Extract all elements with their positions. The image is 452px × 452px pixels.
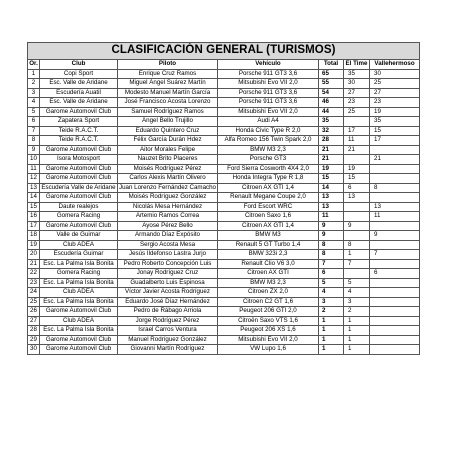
cell-driver: Jorge Rodríguez Pérez [118, 316, 218, 326]
cell-vallehermoso [370, 193, 420, 203]
cell-position: 26 [28, 307, 40, 317]
cell-vallehermoso: 6 [370, 269, 420, 279]
cell-vallehermoso [370, 278, 420, 288]
cell-vallehermoso: 23 [370, 98, 420, 108]
table-row [28, 183, 420, 193]
results-table [27, 42, 420, 355]
cell-el-time: 21 [344, 145, 370, 155]
cell-club: Club ADEA [40, 316, 118, 326]
cell-el-time: 30 [344, 79, 370, 89]
cell-position: 4 [28, 98, 40, 108]
cell-vallehermoso [370, 345, 420, 355]
cell-total: 9 [319, 221, 344, 231]
cell-position: 2 [28, 79, 40, 89]
table-row [28, 155, 420, 165]
results-body [28, 69, 420, 354]
cell-club: Garome Automovil Club [40, 174, 118, 184]
cell-driver: Jesús Ildefonso Lastra Jurjo [118, 250, 218, 260]
cell-vehicle: Porsche 911 GT3 3,6 [218, 98, 319, 108]
cell-total: 21 [319, 155, 344, 165]
cell-club: Valle de Guimar [40, 231, 118, 241]
cell-el-time [344, 155, 370, 165]
cell-el-time [344, 202, 370, 212]
cell-vallehermoso [370, 335, 420, 345]
cell-position: 30 [28, 345, 40, 355]
cell-vehicle: BMW 323i 2,3 [218, 250, 319, 260]
cell-position: 25 [28, 297, 40, 307]
cell-position: 9 [28, 145, 40, 155]
cell-club: Esc. La Palma Isla Bonita [40, 259, 118, 269]
cell-vallehermoso [370, 259, 420, 269]
cell-total: 14 [319, 183, 344, 193]
table-row [28, 335, 420, 345]
cell-position: 18 [28, 231, 40, 241]
cell-vallehermoso: 15 [370, 126, 420, 136]
cell-vehicle: Citroen Saxo 1,6 [218, 212, 319, 222]
column-header-vallehermoso: Vallehermoso [370, 60, 420, 70]
cell-club: Teide R.A.C.T. [40, 126, 118, 136]
cell-position: 15 [28, 202, 40, 212]
cell-vallehermoso: 8 [370, 183, 420, 193]
cell-vallehermoso: 7 [370, 250, 420, 260]
cell-club: Garome Automovil Club [40, 345, 118, 355]
cell-total: 5 [319, 278, 344, 288]
cell-club: Copi Sport [40, 69, 118, 79]
cell-vehicle: Mitsubishi Evo VII 2,0 [218, 107, 319, 117]
cell-club: Escudería Valle de Aridane [41, 183, 116, 191]
table-row [28, 88, 420, 98]
cell-club: Garome Automovil Club [40, 164, 118, 174]
cell-vehicle: Porsche GT3 [218, 155, 319, 165]
cell-el-time: 1 [344, 335, 370, 345]
cell-club: Garome Automovil Club [40, 307, 118, 317]
cell-total: 13 [319, 202, 344, 212]
cell-driver: Eduardo José Díaz Hernández [118, 297, 218, 307]
table-row [28, 326, 420, 336]
cell-el-time: 8 [344, 240, 370, 250]
cell-driver: Armando Díaz Expósito [118, 231, 218, 241]
cell-vehicle: Citroen C2 GT 1,6 [218, 297, 319, 307]
cell-total: 11 [319, 212, 344, 222]
cell-total: 8 [319, 250, 344, 260]
cell-driver: Ángel Bello Trujillo [118, 117, 218, 127]
cell-vallehermoso: 27 [370, 88, 420, 98]
column-header-club: Club [40, 60, 118, 70]
cell-vallehermoso: 17 [370, 136, 420, 146]
cell-vehicle: Citroen AX GTI 1,4 [218, 221, 319, 231]
cell-position: 12 [28, 174, 40, 184]
cell-el-time: 13 [344, 193, 370, 203]
cell-club: Zapatera Sport [40, 117, 118, 127]
cell-position: 23 [28, 278, 40, 288]
cell-el-time: 5 [344, 278, 370, 288]
cell-club: Garome Automovil Club [40, 335, 118, 345]
cell-total: 55 [319, 79, 344, 89]
cell-vehicle: Citroen ZX 2,0 [218, 288, 319, 298]
table-row [28, 212, 420, 222]
table-row [28, 259, 420, 269]
cell-vallehermoso: 11 [370, 212, 420, 222]
cell-total: 2 [319, 307, 344, 317]
cell-position: 21 [28, 259, 40, 269]
cell-vallehermoso [370, 174, 420, 184]
cell-position: 16 [28, 212, 40, 222]
cell-driver: Aitor Morales Felipe [118, 145, 218, 155]
cell-el-time [344, 269, 370, 279]
cell-total: 46 [319, 98, 344, 108]
cell-vehicle: BMW M3 2,3 [218, 145, 319, 155]
cell-vallehermoso: 19 [370, 107, 420, 117]
cell-club: Teide R.A.C.T. [40, 136, 118, 146]
cell-el-time: 1 [344, 326, 370, 336]
table-row [28, 98, 420, 108]
table-row [28, 240, 420, 250]
cell-total: 28 [319, 136, 344, 146]
cell-club: Esc. La Palma Isla Bonita [40, 326, 118, 336]
cell-driver: Pedro de Rábago Arriola [118, 307, 218, 317]
cell-vallehermoso [370, 164, 420, 174]
cell-vallehermoso: 21 [370, 155, 420, 165]
table-row [28, 345, 420, 355]
cell-driver: Manuel Rodríguez González [118, 335, 218, 345]
cell-vehicle: Ford Escort WRC [218, 202, 319, 212]
cell-vallehermoso [370, 288, 420, 298]
cell-total: 19 [319, 164, 344, 174]
cell-total: 7 [319, 259, 344, 269]
cell-driver: Víctor Javier Acosta Rodríguez [118, 288, 218, 298]
cell-vehicle: Renault 5 GT Turbo 1,4 [218, 240, 319, 250]
table-row [28, 278, 420, 288]
cell-total: 13 [319, 193, 344, 203]
cell-driver: Samuel Rodríguez Ramos [118, 107, 218, 117]
cell-club: Garome Automovil Club [40, 221, 118, 231]
table-row [28, 250, 420, 260]
table-row [28, 126, 420, 136]
cell-driver: Guadalberto Luis Espinosa [118, 278, 218, 288]
column-header-total: Total [319, 60, 344, 70]
table-row [28, 117, 420, 127]
cell-position: 27 [28, 316, 40, 326]
cell-total: 21 [319, 145, 344, 155]
cell-club: Isora Motosport [40, 155, 118, 165]
cell-total: 54 [319, 88, 344, 98]
sheet-title: CLASIFICACIÓN GENERAL (TURISMOS) [28, 43, 420, 60]
cell-position: 3 [28, 88, 40, 98]
cell-vehicle: Peugeot 206 XS 1,6 [218, 326, 319, 336]
cell-vehicle: BMW M3 2,3 [218, 278, 319, 288]
cell-el-time: 4 [344, 288, 370, 298]
cell-driver: Enrique Cruz Ramos [118, 69, 218, 79]
cell-el-time: 9 [344, 221, 370, 231]
cell-total: 35 [319, 117, 344, 127]
cell-driver: Juan Lorenzo Fernández Camacho [119, 183, 216, 191]
cell-el-time [344, 117, 370, 127]
table-row [28, 145, 420, 155]
cell-position: 7 [28, 126, 40, 136]
cell-vallehermoso [370, 221, 420, 231]
cell-total: 4 [319, 288, 344, 298]
cell-vehicle: Honda Civic Type R 2,0 [218, 126, 319, 136]
cell-driver: José Francisco Acosta Lorenzo [118, 98, 218, 108]
cell-club: Esc. Valle de Aridane [40, 79, 118, 89]
cell-club: Daute realejos [40, 202, 118, 212]
cell-driver: Pedro Roberto Concepción Luis [118, 259, 218, 269]
cell-club: Garome Automovil Club [40, 145, 118, 155]
cell-position: 28 [28, 326, 40, 336]
cell-driver: Ayose Pérez Bello [118, 221, 218, 231]
cell-vehicle: Citroen AX GTI [218, 269, 319, 279]
cell-driver: Nicolás Mesa Hernández [118, 202, 218, 212]
cell-el-time: 25 [344, 107, 370, 117]
column-header-el-time: El Time [344, 60, 370, 70]
cell-total: 3 [319, 297, 344, 307]
column-header-driver: Piloto [118, 60, 218, 70]
cell-vehicle: BMW M3 [218, 231, 319, 241]
column-header-vehicle: Vehículo [218, 60, 319, 70]
cell-club: Garome Automovil Club [40, 107, 118, 117]
cell-el-time [344, 231, 370, 241]
cell-el-time: 1 [344, 316, 370, 326]
cell-position: 20 [28, 250, 40, 260]
cell-position: 24 [28, 288, 40, 298]
cell-vehicle: Mitsubishi Evo VII 2,0 [218, 335, 319, 345]
cell-position: 17 [28, 221, 40, 231]
cell-club: Club ADEA [40, 288, 118, 298]
cell-driver: Moisés Rodríguez González [118, 193, 218, 203]
cell-club: Gomera Racing [40, 269, 118, 279]
cell-club: Esc. La Palma Isla Bonita [40, 278, 118, 288]
cell-vehicle: VW Lupo 1,6 [218, 345, 319, 355]
cell-vehicle: Honda Integra Type R 1,8 [218, 174, 319, 184]
cell-vehicle: Porsche 911 GT3 3,6 [218, 88, 319, 98]
cell-vallehermoso [370, 316, 420, 326]
cell-club: Escudería Guimar [40, 250, 118, 260]
cell-el-time: 2 [344, 307, 370, 317]
cell-vehicle: Audi A4 [218, 117, 319, 127]
cell-total: 6 [319, 269, 344, 279]
cell-total: 1 [319, 316, 344, 326]
column-header-position: Or. [29, 60, 38, 68]
cell-total: 1 [319, 335, 344, 345]
cell-el-time: 15 [344, 174, 370, 184]
table-row [28, 297, 420, 307]
cell-el-time: 19 [344, 164, 370, 174]
cell-position: 8 [28, 136, 40, 146]
table-row [28, 316, 420, 326]
cell-el-time: 23 [344, 98, 370, 108]
cell-total: 65 [319, 69, 344, 79]
cell-el-time: 27 [344, 88, 370, 98]
table-row [28, 136, 420, 146]
cell-club: Gomera Racing [40, 212, 118, 222]
cell-position: 6 [28, 117, 40, 127]
cell-club: Garome Automovil Club [40, 193, 118, 203]
cell-vehicle: Mitsubishi Evo VII 2,0 [218, 79, 319, 89]
cell-vallehermoso: 30 [370, 69, 420, 79]
cell-vallehermoso: 9 [370, 231, 420, 241]
cell-position: 1 [28, 69, 40, 79]
cell-total: 1 [319, 326, 344, 336]
results-spreadsheet [27, 42, 419, 355]
cell-club: Esc. La Palma Isla Bonita [40, 297, 118, 307]
cell-vehicle: Alfa Romeo 156 Twin Spark 2,0 [218, 136, 319, 146]
table-row [28, 69, 420, 79]
cell-vallehermoso [370, 297, 420, 307]
cell-driver: Nauzet Brito Placeres [118, 155, 218, 165]
cell-vallehermoso [370, 145, 420, 155]
table-row [28, 221, 420, 231]
cell-driver: Artemio Ramos Correa [118, 212, 218, 222]
table-row [28, 107, 420, 117]
cell-vehicle: Peugeot 206 GTI 2,0 [218, 307, 319, 317]
cell-driver: Eduardo Quintero Cruz [118, 126, 218, 136]
cell-vehicle: Porsche 911 GT3 3,6 [218, 69, 319, 79]
cell-driver: Sergio Acosta Mesa [118, 240, 218, 250]
cell-position: 13 [28, 183, 40, 193]
cell-driver: Miguel Ángel Suárez Martín [118, 79, 218, 89]
cell-vallehermoso [370, 326, 420, 336]
cell-total: 44 [319, 107, 344, 117]
cell-position: 19 [28, 240, 40, 250]
cell-position: 29 [28, 335, 40, 345]
cell-vehicle: Citroen AX GTI 1,4 [218, 183, 319, 193]
cell-driver: Moisés Rodríguez Pérez [118, 164, 218, 174]
cell-driver: Giovanni Martín Rodríguez [118, 345, 218, 355]
cell-vallehermoso: 25 [370, 79, 420, 89]
cell-driver: Modesto Manuel Martín García [118, 88, 218, 98]
cell-position: 5 [28, 107, 40, 117]
table-row [28, 164, 420, 174]
cell-position: 10 [28, 155, 40, 165]
cell-total: 32 [319, 126, 344, 136]
cell-el-time [344, 212, 370, 222]
table-row [28, 202, 420, 212]
cell-driver: Carlos Alexis Martín Olivero [118, 174, 218, 184]
cell-total: 8 [319, 240, 344, 250]
table-row [28, 288, 420, 298]
cell-club: Esc. Valle de Aridane [40, 98, 118, 108]
cell-vallehermoso [370, 240, 420, 250]
header-row [28, 60, 420, 70]
title-row [28, 43, 420, 60]
cell-el-time: 3 [344, 297, 370, 307]
cell-el-time: 1 [344, 250, 370, 260]
cell-driver: Félix García Durán Hdez [118, 136, 218, 146]
table-row [28, 79, 420, 89]
cell-position: 14 [28, 193, 40, 203]
table-row [28, 307, 420, 317]
cell-vehicle: Ford Sierra Cosworth 4X4 2,0 [218, 164, 319, 174]
cell-position: 11 [28, 164, 40, 174]
table-row [28, 174, 420, 184]
cell-vehicle: Citroën Saxo VTS 1,6 [218, 316, 319, 326]
cell-el-time: 6 [344, 183, 370, 193]
cell-vehicle: Renault Megane Coupe 2,0 [218, 193, 319, 203]
cell-el-time: 7 [344, 259, 370, 269]
cell-club: Escudería Auatil [40, 88, 118, 98]
cell-driver: Israel Carros Ventura [118, 326, 218, 336]
table-row [28, 231, 420, 241]
cell-position: 22 [28, 269, 40, 279]
cell-club: Club ADEA [40, 240, 118, 250]
cell-el-time: 11 [344, 136, 370, 146]
cell-total: 9 [319, 231, 344, 241]
cell-vallehermoso [370, 307, 420, 317]
cell-el-time: 17 [344, 126, 370, 136]
table-row [28, 193, 420, 203]
cell-total: 15 [319, 174, 344, 184]
cell-vehicle: Renault Clio V6 3,0 [218, 259, 319, 269]
cell-vallehermoso: 35 [370, 117, 420, 127]
cell-vallehermoso: 13 [370, 202, 420, 212]
cell-el-time: 1 [344, 345, 370, 355]
cell-driver: Jonay Rodríguez Cruz [118, 269, 218, 279]
cell-total: 1 [319, 345, 344, 355]
table-row [28, 269, 420, 279]
cell-el-time: 35 [344, 69, 370, 79]
